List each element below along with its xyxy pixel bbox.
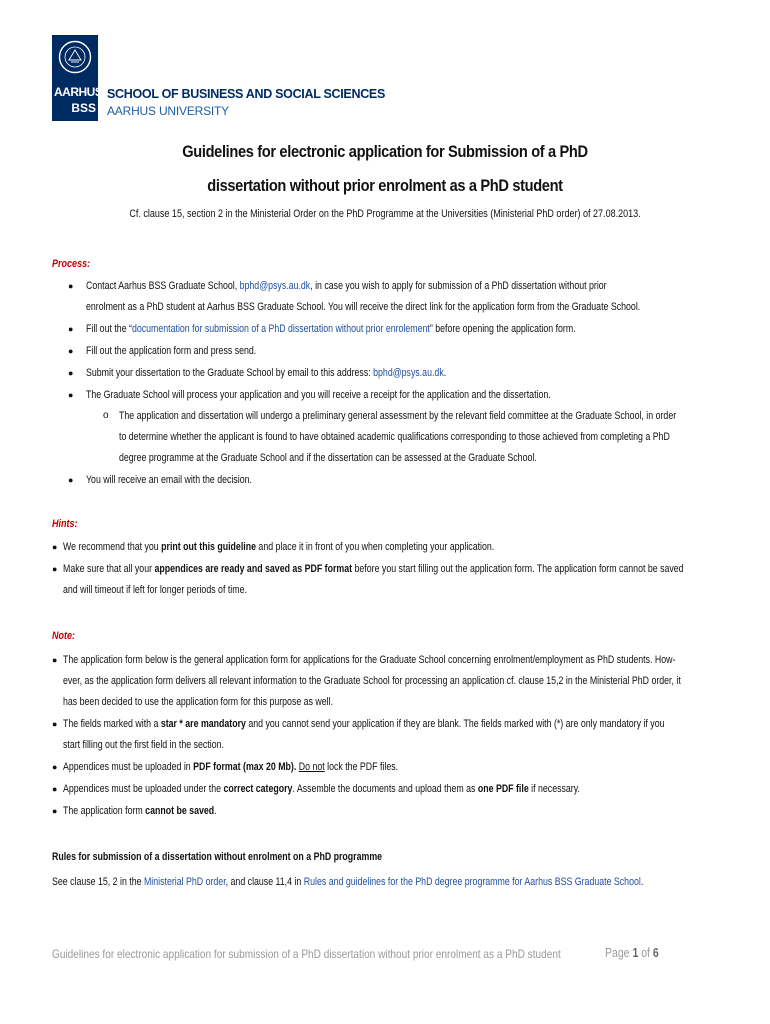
- note-general-form-line-1: The application form below is the general application form for applications for the Graduate School concerning enrolment/employment as PhD students. How-: [63, 654, 676, 666]
- bullet-icon: ●: [68, 475, 74, 485]
- bullet-icon: ●: [68, 281, 74, 291]
- rules-heading: Rules for submission of a dissertation without enrolment on a PhD programme: [52, 851, 383, 863]
- process-item-contact: Contact Aarhus BSS Graduate School, bphd@psys.au.dk, in case you wish to apply for submission of a PhD dissertation without prior: [86, 280, 607, 292]
- bullet-icon: ●: [52, 762, 58, 772]
- bullet-icon: ●: [68, 390, 74, 400]
- process-item-receipt: The Graduate School will process your application and you will receive a receipt for the application and the dissertation.: [86, 389, 551, 401]
- note-cannot-be-saved: The application form cannot be saved.: [63, 805, 217, 817]
- aarhus-bss-logo: [52, 35, 103, 121]
- note-correct-category: Appendices must be uploaded under the correct category. Assemble the documents and upload them as one PDF file if necessary.: [63, 783, 580, 795]
- process-sub-line-1: The application and dissertation will undergo a preliminary general assessment by the relevant field committee at the Graduate School, in order: [119, 410, 677, 422]
- process-item-decision: You will receive an email with the decision.: [86, 474, 252, 486]
- clause-reference: Cf. clause 15, section 2 in the Ministerial Order on the PhD Programme at the Universities (Ministerial PhD order) of 27.08.2013.: [129, 208, 641, 220]
- bullet-icon: ●: [68, 368, 74, 378]
- logo-bss-text: BSS: [71, 101, 96, 115]
- graduate-school-email-link[interactable]: bphd@psys.au.dk: [239, 280, 311, 292]
- process-sub-line-3: degree programme at the Graduate School and if the dissertation can be assessed at the Graduate School.: [119, 452, 537, 464]
- sub-bullet-icon: o: [103, 410, 109, 421]
- bullet-icon: ●: [68, 346, 74, 356]
- page-number: Page 1 of 6: [605, 946, 659, 960]
- hint-appendices-cont: and will timeout if left for longer periods of time.: [63, 584, 247, 596]
- process-sub-line-2: to determine whether the applicant is found to have obtained academic qualifications corresponding to those achieved from completing a PhD: [119, 431, 670, 443]
- ministerial-order-link[interactable]: Ministerial PhD order: [143, 876, 226, 888]
- hint-appendices: Make sure that all your appendices are ready and saved as PDF format before you start filling out the application form. The application form cannot be saved: [63, 563, 684, 575]
- hints-heading: Hints:: [52, 518, 78, 530]
- process-item-documentation: Fill out the “documentation for submission of a PhD dissertation without prior enrolement” before opening the application form.: [86, 323, 576, 335]
- school-name: SCHOOL OF BUSINESS AND SOCIAL SCIENCES: [107, 87, 385, 101]
- university-name: AARHUS UNIVERSITY: [107, 104, 229, 118]
- note-mandatory-fields-cont: start filling out the first field in the section.: [63, 739, 224, 751]
- process-item-submit: Submit your dissertation to the Graduate School by email to this address: bphd@psys.au.dk.: [86, 367, 447, 379]
- bullet-icon: ●: [68, 324, 74, 334]
- bullet-icon: ●: [52, 542, 58, 552]
- hint-print-guideline: We recommend that you print out this guideline and place it in front of you when completing your application.: [63, 541, 495, 553]
- documentation-link[interactable]: documentation for submission of a PhD dissertation without prior enrolement: [131, 323, 430, 335]
- process-heading: Process:: [52, 258, 91, 270]
- rules-guidelines-link[interactable]: Rules and guidelines for the PhD degree programme for Aarhus BSS Graduate School: [303, 876, 641, 888]
- process-item-fill-form: Fill out the application form and press send.: [86, 345, 257, 357]
- submit-email-link[interactable]: bphd@psys.au.dk: [373, 367, 444, 379]
- logo-aarhus-text: AARHUS: [54, 85, 103, 99]
- bullet-icon: ●: [52, 564, 58, 574]
- note-mandatory-fields: The fields marked with a star * are mandatory and you cannot send your application if they are blank. The fields marked with (*) are only mandatory if you: [63, 718, 665, 730]
- bullet-icon: ●: [52, 806, 58, 816]
- university-seal-icon: [58, 40, 92, 74]
- process-item-contact-cont: enrolment as a PhD student at Aarhus BSS Graduate School. You will receive the direct link for the application form from the Graduate School.: [86, 301, 641, 313]
- note-general-form-line-2: ever, as the application form delivers all relevant information to the Graduate School for processing an application cf. clause 15,2 in the Ministerial PhD order, it: [63, 675, 681, 687]
- note-general-form-line-3: has been decided to use the application form for this purpose as well.: [63, 696, 334, 708]
- document-title-line-2: dissertation without prior enrolment as a PhD student: [207, 176, 563, 195]
- note-heading: Note:: [52, 630, 76, 642]
- rules-reference: See clause 15, 2 in the Ministerial PhD order, and clause 11,4 in Rules and guidelines for the PhD degree programme for Aarhus BSS Graduate School.: [52, 876, 644, 888]
- document-title-line-1: Guidelines for electronic application for Submission of a PhD: [182, 142, 588, 161]
- bullet-icon: ●: [52, 784, 58, 794]
- note-pdf-format: Appendices must be uploaded in PDF format (max 20 Mb). Do not lock the PDF files.: [63, 761, 399, 773]
- footer-title: Guidelines for electronic application for submission of a PhD dissertation without prior enrolment as a PhD student: [52, 947, 561, 961]
- bullet-icon: ●: [52, 719, 58, 729]
- bullet-icon: ●: [52, 655, 58, 665]
